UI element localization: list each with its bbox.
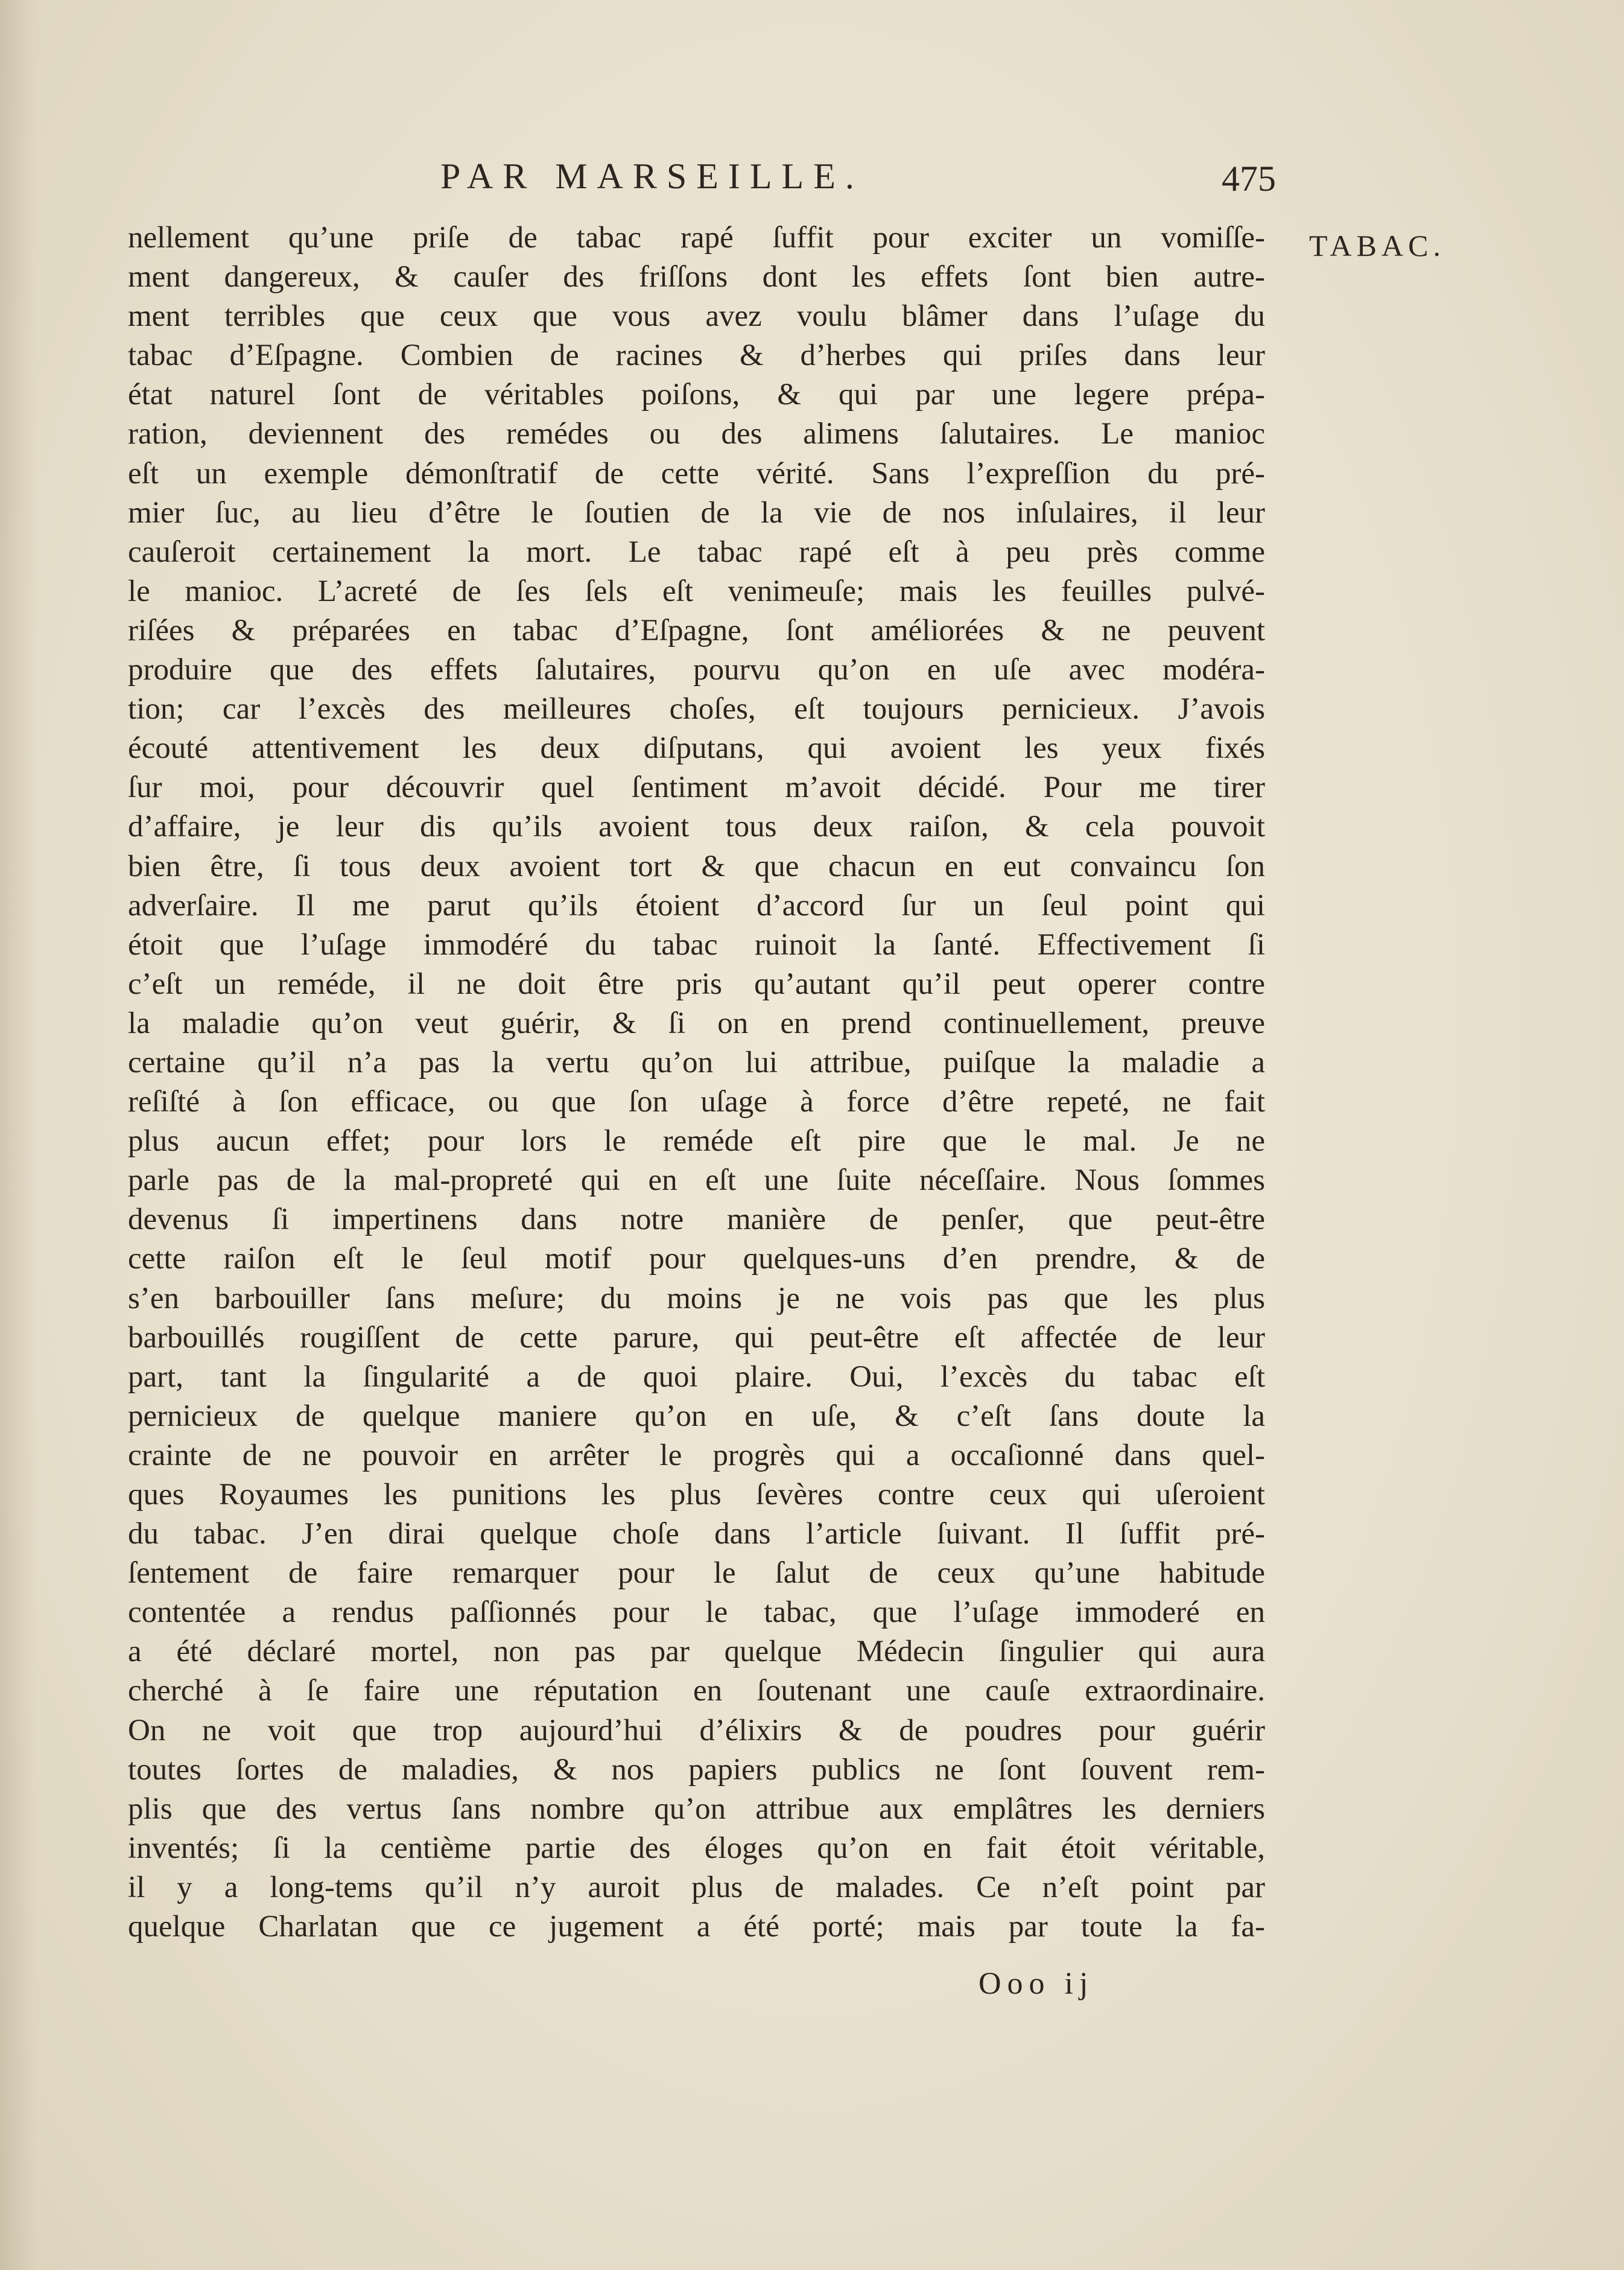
text-line: cherché à ſe faire une réputation en ſoutenant une cauſe extraordinaire. <box>128 1674 1265 1708</box>
text-line: On ne voit que trop aujourd’hui d’élixirs & de poudres pour guérir <box>128 1713 1265 1747</box>
text-line: plis que des vertus ſans nombre qu’on attribue aux emplâtres les derniers <box>128 1792 1265 1826</box>
text-line: état naturel ſont de véritables poiſons, & qui par une legere prépa- <box>128 378 1265 412</box>
text-line: certaine qu’il n’a pas la vertu qu’on lui attribue, puiſque la maladie a <box>128 1045 1265 1079</box>
text-line: produire que des effets ſalutaires, pourvu qu’on en uſe avec modéra- <box>128 653 1265 687</box>
signature-mark: Ooo ij <box>979 1966 1094 2001</box>
text-line: riſées & préparées en tabac d’Eſpagne, ſont améliorées & ne peuvent <box>128 613 1265 647</box>
text-line: cette raiſon eſt le ſeul motif pour quelques-uns d’en prendre, & de <box>128 1242 1265 1276</box>
text-line: parle pas de la mal-propreté qui en eſt une ſuite néceſſaire. Nous ſommes <box>128 1163 1265 1198</box>
text-line: ques Royaumes les punitions les plus ſevères contre ceux qui uſeroient <box>128 1478 1265 1512</box>
text-line: eſt un exemple démonſtratif de cette vérité. Sans l’expreſſion du pré- <box>128 456 1265 491</box>
text-line: plus aucun effet; pour lors le reméde eſt pire que le mal. Je ne <box>128 1124 1265 1159</box>
text-line: étoit que l’uſage immodéré du tabac ruinoit la ſanté. Effectivement ſi <box>128 927 1265 962</box>
text-line: adverſaire. Il me parut qu’ils étoient d’accord ſur un ſeul point qui <box>128 888 1265 923</box>
text-line: le manioc. L’acreté de ſes ſels eſt venimeuſe; mais les feuilles pulvé- <box>128 574 1265 608</box>
text-line: nellement qu’une priſe de tabac rapé ſuffit pour exciter un vomiſſe- <box>128 221 1265 255</box>
text-line: mier ſuc, au lieu d’être le ſoutien de la vie de nos inſulaires, il leur <box>128 495 1265 530</box>
margin-note: TABAC. <box>1309 229 1445 262</box>
text-line: ment terribles que ceux que vous avez voulu blâmer dans l’uſage du <box>128 299 1265 334</box>
text-line: tabac d’Eſpagne. Combien de racines & d’herbes qui priſes dans leur <box>128 339 1265 373</box>
text-line: du tabac. J’en dirai quelque choſe dans l’article ſuivant. Il ſuffit pré- <box>128 1517 1265 1551</box>
text-line: inventés; ſi la centième partie des éloges qu’on en fait étoit véritable, <box>128 1831 1265 1865</box>
text-line: cauſeroit certainement la mort. Le tabac rapé eſt à peu près comme <box>128 535 1265 569</box>
text-line: a été déclaré mortel, non pas par quelque Médecin ſingulier qui aura <box>128 1635 1265 1669</box>
text-line: barbouillés rougiſſent de cette parure, qui peut-être eſt affectée de leur <box>128 1320 1265 1355</box>
text-line: il y a long-tems qu’il n’y auroit plus de malades. Ce n’eſt point par <box>128 1870 1265 1904</box>
text-line: écouté attentivement les deux diſputans, qui avoient les yeux fixés <box>128 731 1265 766</box>
text-line: contentée a rendus paſſionnés pour le tabac, que l’uſage immoderé en <box>128 1595 1265 1630</box>
text-line: quelque Charlatan que ce jugement a été porté; mais par toute la fa- <box>128 1910 1265 1944</box>
gutter-shadow <box>0 0 36 2270</box>
text-line: la maladie qu’on veut guérir, & ſi on en prend continuellement, preuve <box>128 1006 1265 1040</box>
text-line: s’en barbouiller ſans meſure; du moins je ne vois pas que les plus <box>128 1281 1265 1315</box>
text-line: toutes ſortes de maladies, & nos papiers publics ne ſont ſouvent rem- <box>128 1752 1265 1787</box>
text-line: c’eſt un reméde, il ne doit être pris qu’autant qu’il peut operer contre <box>128 967 1265 1001</box>
text-line: reſiſté à ſon efficace, ou que ſon uſage à force d’être repeté, ne fait <box>128 1085 1265 1119</box>
text-line: crainte de ne pouvoir en arrêter le progrès qui a occaſionné dans quel- <box>128 1438 1265 1472</box>
text-line: ſur moi, pour découvrir quel ſentiment m’avoit décidé. Pour me tirer <box>128 771 1265 805</box>
text-line: ſentement de faire remarquer pour le ſalut de ceux qu’une habitude <box>128 1556 1265 1591</box>
text-line: pernicieux de quelque maniere qu’on en uſe, & c’eſt ſans doute la <box>128 1399 1265 1433</box>
text-line: ration, deviennent des remédes ou des alimens ſalutaires. Le manioc <box>128 417 1265 451</box>
text-line: tion; car l’excès des meilleures choſes, eſt toujours pernicieux. J’avois <box>128 692 1265 726</box>
body-text <box>128 218 1265 1947</box>
running-head <box>121 156 1276 204</box>
running-head-title: PAR MARSEILLE. <box>440 156 864 196</box>
text-line: bien être, ſi tous deux avoient tort & que chacun en eut convaincu ſon <box>128 849 1265 883</box>
text-line: devenus ſi impertinens dans notre manière de penſer, que peut-être <box>128 1203 1265 1237</box>
text-line: d’affaire, je leur dis qu’ils avoient tous deux raiſon, & cela pouvoit <box>128 810 1265 844</box>
page-number: 475 <box>1222 159 1276 199</box>
text-line: part, tant la ſingularité a de quoi plaire. Oui, l’excès du tabac eſt <box>128 1359 1265 1394</box>
text-line: ment dangereux, & cauſer des friſſons dont les effets ſont bien autre- <box>128 260 1265 294</box>
